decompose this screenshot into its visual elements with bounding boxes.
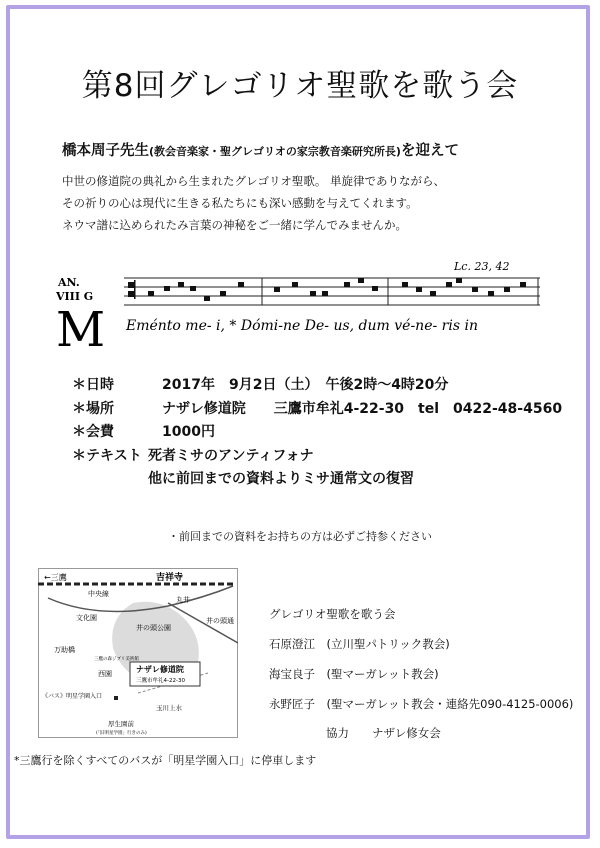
map-ghibli-label: 三鷹の森ジブリ美術館 [94,657,139,662]
bring-materials-note: ・前回までの資料をお持ちの方は必ずご持参ください [168,530,432,543]
intro-line: ネウマ譜に込められたみ言葉の神秘をご一緒に学んでみませんか。 [62,218,407,232]
detail-text-cont [72,468,562,492]
chant-initial: M [56,302,106,358]
chant-reference: Lc. 23, 42 [454,260,510,273]
organizer-group: グレゴリオ聖歌を歌う会 [269,607,396,621]
detail-label: ＊日時 [72,377,114,393]
organizer-member: 永野匠子 (聖マーガレット教会・連絡先090-4125-0006) [269,697,574,711]
detail-label: ＊場所 [72,400,114,417]
map-bunka-park-label: 文化園 [76,614,97,622]
detail-fee [72,421,562,445]
lecturer-line [62,139,459,160]
organizer-member: 石原澄江 (立川聖パトリック教会) [269,637,450,651]
chant-neumes [148,278,526,301]
map-bus-stop-marker [114,696,118,700]
detail-label: ＊会費 [72,424,114,440]
event-details [72,374,562,492]
lecturer-role: (教会音楽家・聖グレゴリオの家宗教音楽研究所長) [149,145,401,158]
chant-mode-label: VIII G [56,290,94,303]
detail-text [72,445,562,469]
bus-note: *三鷹行を除くすべてのバスが「明星学園入口」に停車します [14,754,317,767]
map-kosei-sub-label: (「旧明星学園」行きのみ) [96,731,147,736]
map-nazare-label: ナザレ修道院 [136,665,184,674]
map-nishien-label: 西園 [98,670,112,678]
organizer-member: 海宝良子 (聖マーガレット教会) [269,667,439,681]
intro-line: 中世の修道院の典礼から生まれたグレゴリオ聖歌。 単旋律でありながら、 [62,174,446,188]
map-mitaka-label: ←三鷹 [44,573,67,582]
map-kosei-label: 厚生園前 [108,720,134,728]
map-tamagawa-label: 玉川上水 [156,704,182,712]
detail-date [72,374,562,398]
map-kichijoji-label: 吉祥寺 [156,573,184,583]
detail-label: ＊テキスト [72,447,142,464]
chant-clef [128,280,136,299]
detail-value: 死者ミサのアンティフォナ [148,447,314,464]
lecturer-name: 橋本周子先生 [62,143,149,159]
map-chuo-line-label: 中央線 [88,590,109,598]
page-title: 第8回グレゴリオ聖歌を歌う会 [81,68,519,104]
chant-lyrics: Eménto me- i, * Dómi-ne De- us, dum vé-ne- ris in [126,318,478,334]
chant-mode-label: AN. [58,276,80,289]
detail-value: 他に前回までの資料よりミサ通常文の復習 [148,471,414,487]
chant-score [52,258,542,358]
cooperation: 協力 ナザレ修女会 [326,726,441,740]
map-nazare-address: 三鷹市牟礼4-22-30 [136,678,185,684]
map-marui-label: 丸井 [176,596,190,604]
map-inokashira-park-label: 井の頭公園 [136,624,171,632]
detail-value: 1000円 [162,424,215,440]
intro-line: その祈りの心は現代に生きる私たちにも深い感動を与えてくれます。 [62,196,418,210]
intro-text [62,170,445,236]
detail-place [72,398,562,422]
lecturer-suffix: を迎えて [400,143,459,159]
detail-value: 2017年 9月2日（土） 午後2時〜4時20分 [162,377,449,393]
access-map [38,568,238,738]
organizers [269,599,573,747]
map-bus-stop-label: 《バス》明星学園入口 [42,693,103,700]
map-manrakuen-label: 万助橋 [54,646,75,654]
detail-value: ナザレ修道院 三鷹市牟礼4-22-30 tel 0422-48-4560 [162,400,563,417]
map-inokashira-road-label: 井の頭通 [206,617,234,625]
